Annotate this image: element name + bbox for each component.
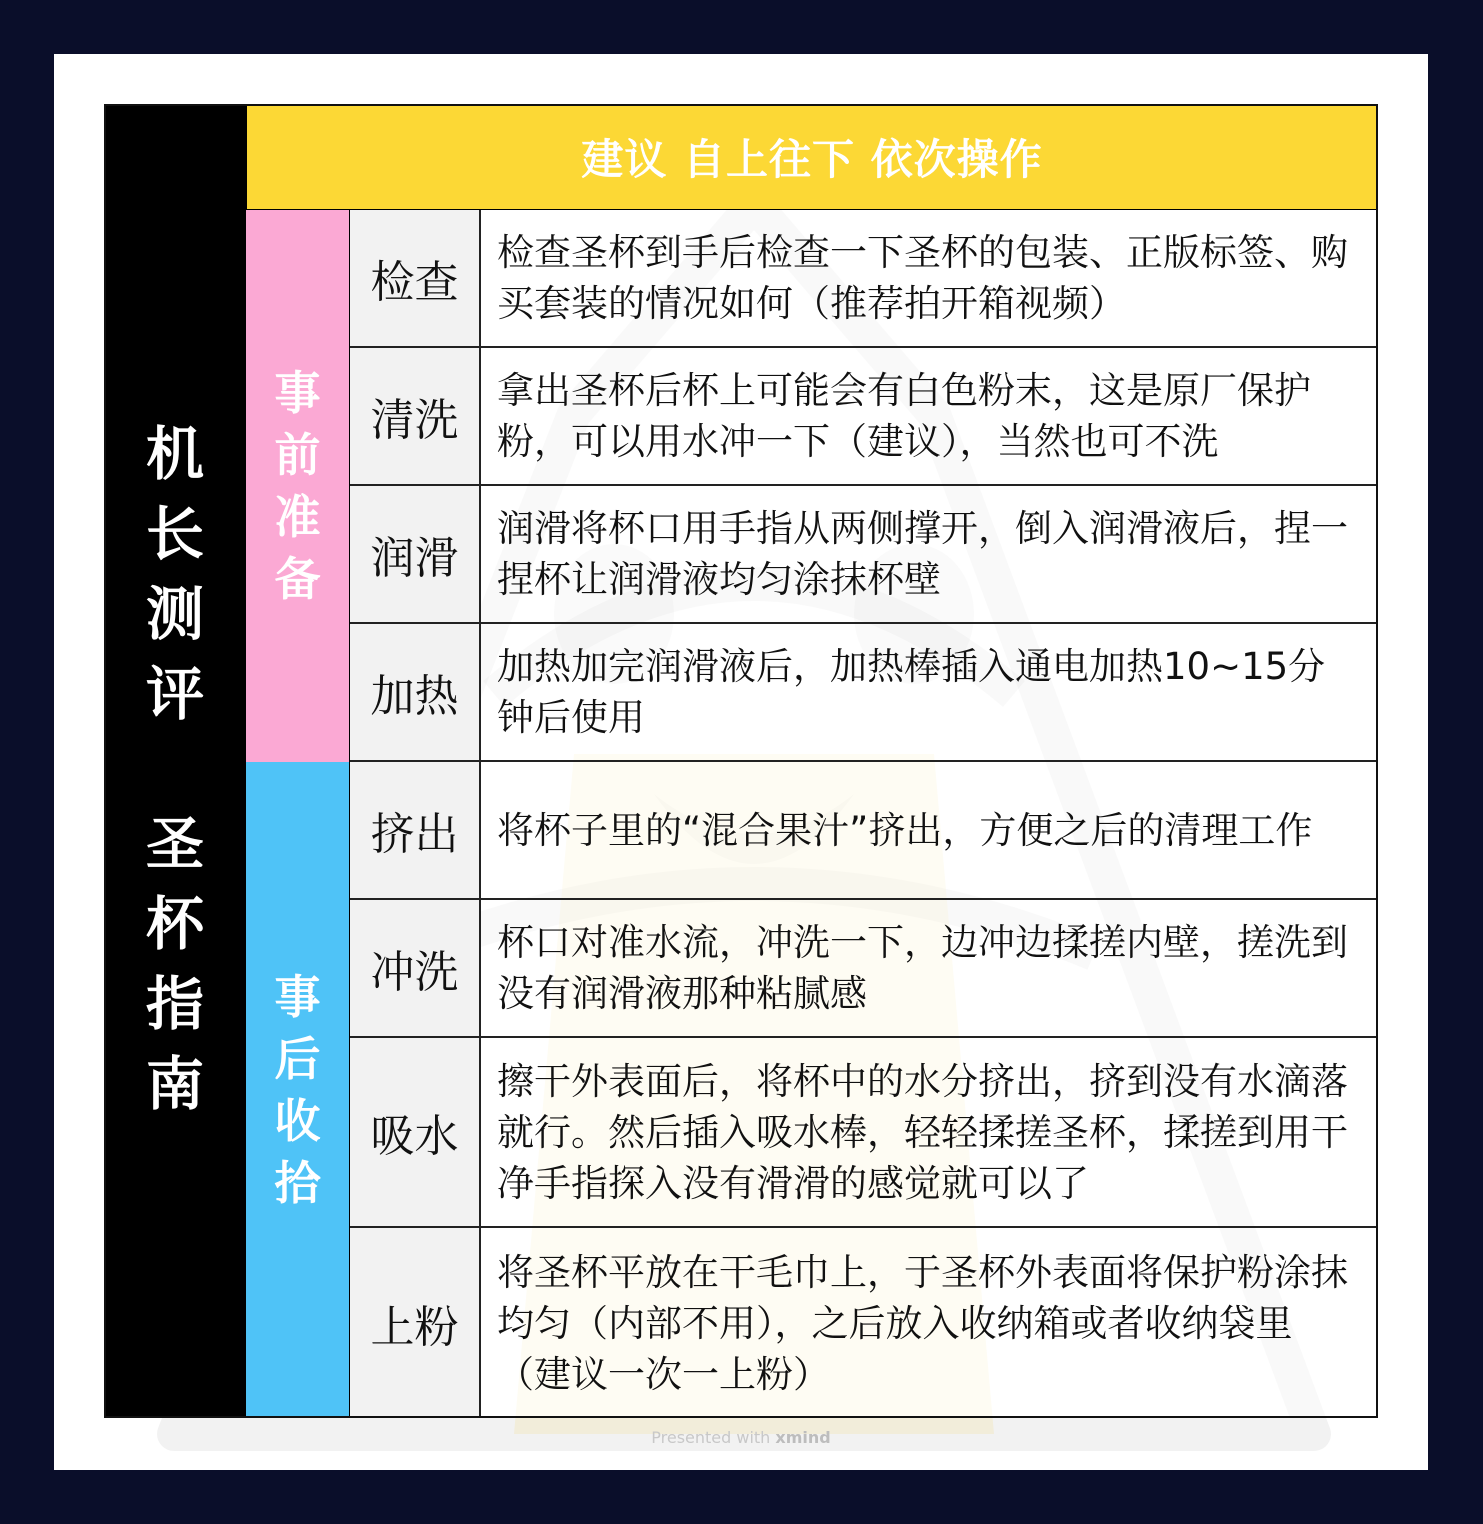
title-char: 南 <box>145 1050 204 1118</box>
guide-card <box>54 54 1428 1470</box>
title-char: 杯 <box>145 890 204 958</box>
title-char: 测 <box>145 580 204 648</box>
credit-brand: xmind <box>775 1428 831 1447</box>
step-description: 检查圣杯到手后检查一下圣杯的包装、正版标签、购买套装的情况如何（推荐拍开箱视频） <box>481 210 1378 346</box>
step-row-powder <box>350 1228 1378 1418</box>
title-char: 圣 <box>145 810 204 878</box>
group-char: 事 <box>274 970 321 1024</box>
step-name: 上粉 <box>350 1228 481 1418</box>
step-name: 冲洗 <box>350 900 481 1036</box>
group-label <box>275 362 321 610</box>
title-char: 指 <box>145 970 204 1038</box>
step-description: 擦干外表面后，将杯中的水分挤出，挤到没有水滴落就行。然后插入吸水棒，轻轻揉搓圣杯，揉搓到用干净手指探入没有滑滑的感觉就可以了 <box>481 1038 1378 1226</box>
group-char: 备 <box>274 552 321 606</box>
xmind-credit <box>54 1428 1428 1447</box>
group-char: 事 <box>274 366 321 420</box>
step-name: 吸水 <box>350 1038 481 1226</box>
group-label <box>275 966 321 1214</box>
step-description: 润滑将杯口用手指从两侧撑开，倒入润滑液后，捏一捏杯让润滑液均匀涂抹杯壁 <box>481 486 1378 622</box>
step-name: 润滑 <box>350 486 481 622</box>
group-char: 收 <box>274 1094 321 1148</box>
step-row-check <box>350 210 1378 348</box>
title-char: 评 <box>145 660 204 728</box>
step-description: 杯口对准水流，冲洗一下，边冲边揉搓内壁，搓洗到没有润滑液那种粘腻感 <box>481 900 1378 1036</box>
step-name: 加热 <box>350 624 481 760</box>
title-line-2 <box>104 804 246 1124</box>
step-description: 将杯子里的“混合果汁”挤出，方便之后的清理工作 <box>481 762 1378 898</box>
title-line-1 <box>104 414 246 734</box>
header-banner: 建议 自上往下 依次操作 <box>246 104 1378 210</box>
group-char: 拾 <box>274 1156 321 1210</box>
step-description: 加热加完润滑液后，加热棒插入通电加热10~15分钟后使用 <box>481 624 1378 760</box>
step-row-rinse <box>350 348 1378 486</box>
group-before-use <box>246 210 350 762</box>
title-char: 机 <box>145 420 204 488</box>
step-row-squeeze <box>350 762 1378 900</box>
step-name: 清洗 <box>350 348 481 484</box>
title-spine <box>104 104 246 1418</box>
step-row-wash <box>350 900 1378 1038</box>
group-char: 前 <box>274 428 321 482</box>
step-description: 拿出圣杯后杯上可能会有白色粉末，这是原厂保护粉，可以用水冲一下（建议），当然也可不洗 <box>481 348 1378 484</box>
title-char: 长 <box>145 500 204 568</box>
step-name: 挤出 <box>350 762 481 898</box>
group-char: 准 <box>274 490 321 544</box>
step-row-dry <box>350 1038 1378 1228</box>
credit-prefix: Presented with <box>651 1428 771 1447</box>
step-row-heat <box>350 624 1378 762</box>
step-description: 将圣杯平放在干毛巾上，于圣杯外表面将保护粉涂抹均匀（内部不用），之后放入收纳箱或者收纳袋里（建议一次一上粉） <box>481 1228 1378 1418</box>
step-row-lubricate <box>350 486 1378 624</box>
group-char: 后 <box>274 1032 321 1086</box>
group-after-use <box>246 762 350 1418</box>
step-name: 检查 <box>350 210 481 346</box>
